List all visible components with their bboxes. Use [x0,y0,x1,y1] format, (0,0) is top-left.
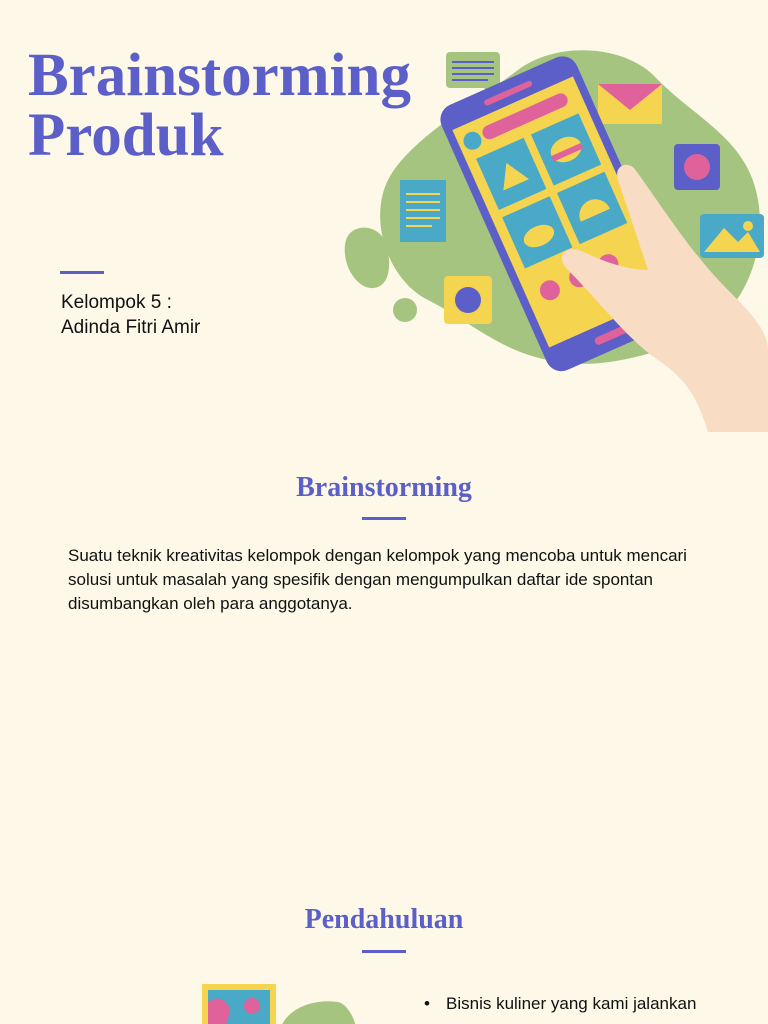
group-info [61,290,200,340]
title-accent-line [60,271,104,274]
brainstorming-heading: Brainstorming [296,472,472,503]
brainstorming-definition: Suatu teknik kreativitas kelompok dengan kelompok yang mencoba untuk mencari solusi untuk masalah yang spesifik dengan mengumpulkan daftar ide spontan disumbangkan oleh para anggotanya. [68,546,687,613]
pendahuluan-heading: Pendahuluan [304,904,464,935]
smartphone-illustration [328,0,768,432]
bullet-text: Bisnis kuliner yang kami jalankan [446,994,697,1013]
bullet-marker: • [424,994,430,1013]
introduction-slide [0,864,768,1024]
group-label: Kelompok 5 : [61,292,172,313]
definition-slide [0,432,768,864]
title-line-1: Brainstorming [28,42,411,109]
decorative-illustration [198,982,358,1024]
heading-accent-line-2 [362,950,406,953]
title-line-2: Produk [28,102,224,169]
member-name: Adinda Fitri Amir [61,317,201,338]
bullet-item [424,992,754,1016]
title-slide [0,0,768,432]
heading-accent-line [362,517,406,520]
